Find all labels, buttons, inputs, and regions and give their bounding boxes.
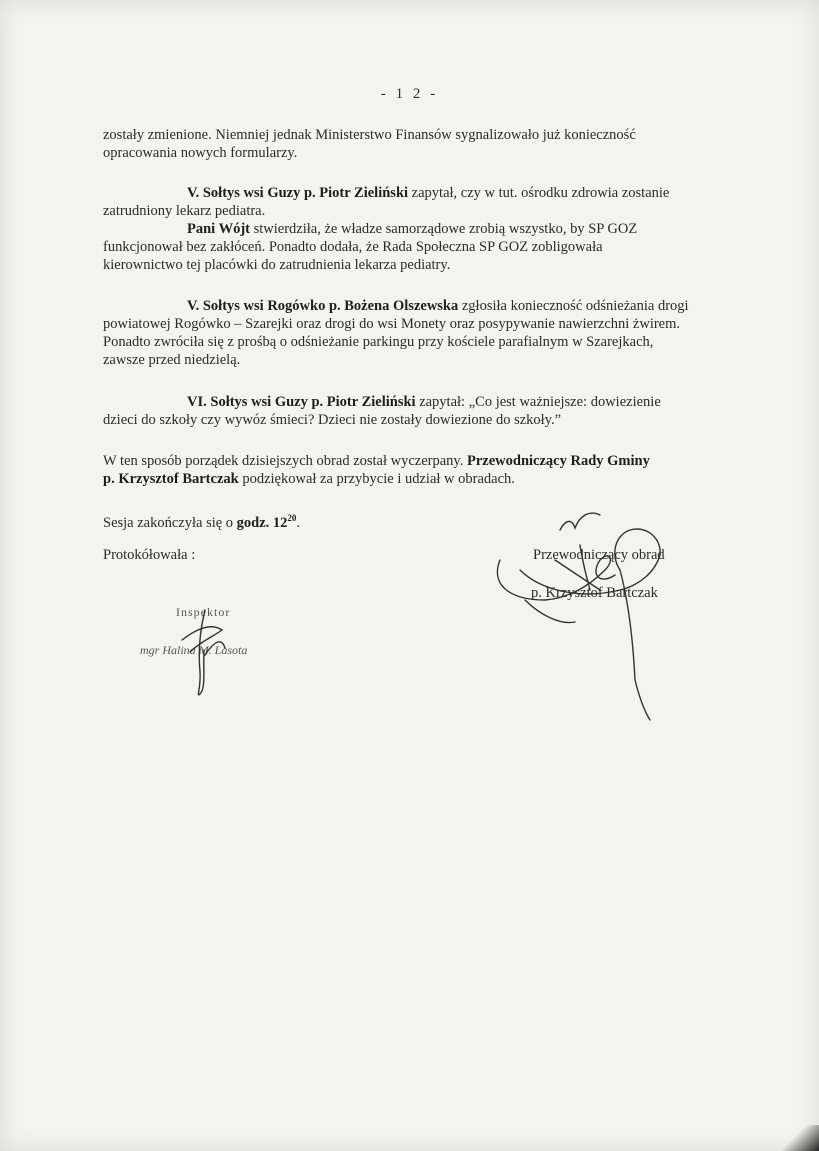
item-number: V. [187,298,200,314]
closing-paragraph [103,452,773,488]
speaker-name: Sołtys wsi Rogówko p. Bożena Olszewska [202,298,459,314]
text-line: kierownictwo tej placówki do zatrudnienia lekarza pediatry. [103,257,451,273]
item-text: zapytał: „Co jest ważniejsze: dowiezienie [415,394,661,410]
reply-text: stwierdziła, że władze samorządowe zrobią wszystko, by SP GOZ [249,221,638,237]
page-number: - 1 2 - [380,86,439,102]
text-line: dzieci do szkoły czy wywóz śmieci? Dzieci nie zostały dowiezione do szkoły.” [103,412,562,428]
inspector-stamp-name: mgr Halina M. Lasota [140,643,248,657]
protocol-label: Protokółowała : [103,547,196,563]
chair-stamp-title: Przewodniczący obrad [533,547,665,563]
scan-corner-shadow [779,1125,819,1151]
text-line [103,393,773,411]
text-line: opracowania nowych formularzy. [103,145,298,161]
item-v-rogowko [103,297,773,369]
text-line: Ponadto zwróciła się z prośbą o odśnieżanie parkingu przy kościele parafialnym w Szarejkach, [103,334,654,350]
text-line: p. Krzysztof Bartczak podziękował za przybycie i udział w obradach. [103,471,515,487]
inspector-stamp-title: Inspektor [176,605,231,619]
text-line: powiatowej Rogówko – Szarejki oraz drogi do wsi Monety oraz posypywanie nawierzchni żwirem. [103,316,681,332]
item-number: VI. [187,394,207,410]
text-line [103,220,773,238]
item-number: V. [187,185,200,201]
item-text: zapytał, czy w tut. ośrodku zdrowia zostanie [408,185,670,201]
item-v-guzy [103,184,773,274]
session-time: godz. $12^{20}$ [236,513,297,531]
chair-name: p. Krzysztof Bartczak [103,471,239,487]
chair-title: Przewodniczący Rady Gminy [467,453,650,469]
reply-speaker: Pani Wójt [187,221,250,237]
text-line [103,184,773,202]
text-line [103,297,773,315]
speaker-name: Sołtys wsi Guzy p. Piotr Zieliński [202,185,409,201]
text-line: zatrudniony lekarz pediatra. [103,203,266,219]
item-text: zgłosiła konieczność odśnieżania drogi [458,298,689,314]
text-line: funkcjonował bez zakłóceń. Ponadto dodała, że Rada Społeczna SP GOZ zobligowała [103,239,603,255]
text-line: zostały zmienione. Niemniej jednak Ministerstwo Finansów sygnalizowało już konieczność [103,127,636,143]
item-vi [103,393,773,429]
paragraph-intro [103,126,773,162]
speaker-name: Sołtys wsi Guzy p. Piotr Zieliński [210,394,416,410]
session-end: Sesja zakończyła się o godz. $12^{20}$. [103,513,301,531]
text-line: W ten sposób porządek dzisiejszych obrad został wyczerpany. Przewodniczący Rady Gminy [103,453,650,469]
chair-stamp-name: p. Krzysztof Bartczak [531,585,658,601]
text-line: zawsze przed niedzielą. [103,352,241,368]
